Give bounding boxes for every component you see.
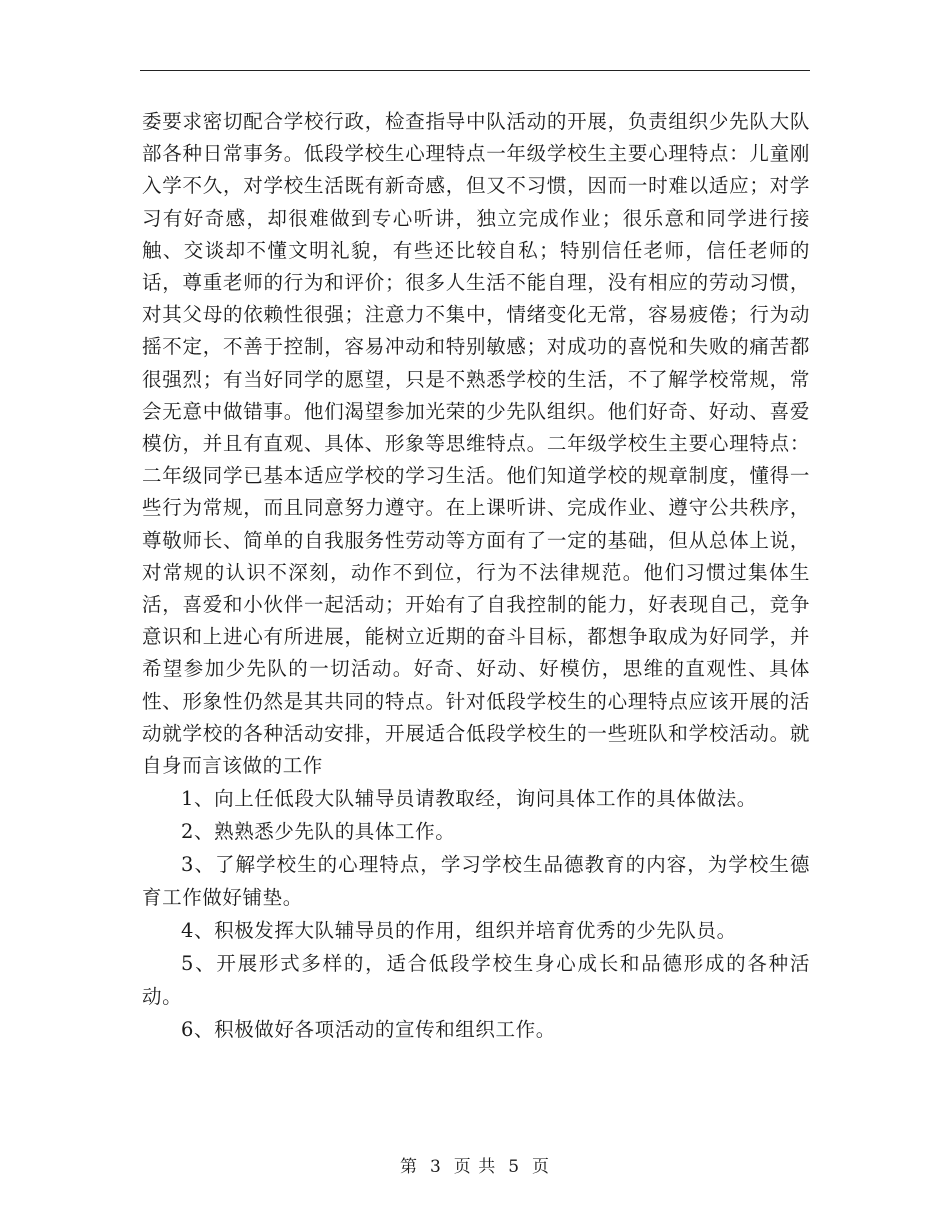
list-item: 4、积极发挥大队辅导员的作用，组织并培育优秀的少先队员。: [181, 919, 737, 943]
header-rule: [140, 70, 810, 71]
list-item: 1、向上任低段大队辅导员请教取经，询问具体工作的具体做法。: [181, 787, 757, 811]
footer-prefix: 第: [399, 1157, 418, 1177]
footer-suffix: 页: [532, 1157, 551, 1177]
page-content: [142, 106, 810, 1046]
footer-current-page: 3: [429, 1157, 442, 1177]
list-item: 3、了解学校生的心理特点，学习学校生品德教育的内容，为学校生德育工作做好铺垫。: [142, 853, 810, 910]
footer-middle: 页 共: [453, 1157, 497, 1177]
list-item: 5、开展形式多样的，适合低段学校生身心成长和品德形成的各种活动。: [142, 952, 810, 1009]
list-item: 2、熟熟悉少先队的具体工作。: [181, 820, 456, 844]
list-item: 6、积极做好各项活动的宣传和组织工作。: [181, 1018, 556, 1042]
body-paragraph: 委要求密切配合学校行政，检查指导中队活动的开展，负责组织少先队大队部各种日常事务。低段学校生心理特点一年级学校生主要心理特点：儿童刚入学不久，对学校生活既有新奇感，但又不习惯，因而一时难以适应；对学习有好奇感，却很难做到专心听讲，独立完成作业；很乐意和同学进行接触、交谈却不懂文明礼貌，有些还比较自私；特别信任老师，信任老师的话，尊重老师的行为和评价；很多人生活不能自理，没有相应的劳动习惯，对其父母的依赖性很强；注意力不集中，情绪变化无常，容易疲倦；行为动摇不定，不善于控制，容易冲动和特别敏感；对成功的喜悦和失败的痛苦都很强烈；有当好同学的愿望，只是不熟悉学校的生活，不了解学校常规，常会无意中做错事。他们渴望参加光荣的少先队组织。他们好奇、好动、喜爱模仿，并且有直观、具体、形象等思维特点。二年级学校生主要心理特点：二年级同学已基本适应学校的学习生活。他们知道学校的规章制度，懂得一些行为常规，而且同意努力遵守。在上课听讲、完成作业、遵守公共秩序，尊敬师长、简单的自我服务性劳动等方面有了一定的基础，但从总体上说，对常规的认识不深刻，动作不到位，行为不法律规范。他们习惯过集体生活，喜爱和小伙伴一起活动；开始有了自我控制的能力，好表现自己，竞争意识和上进心有所进展，能树立近期的奋斗目标，都想争取成为好同学，并希望参加少先队的一切活动。好奇、好动、好模仿，思维的直观性、具体性、形象性仍然是其共同的特点。针对低段学校生的心理特点应该开展的活动就学校的各种活动安排，开展适合低段学校生的一些班队和学校活动。就自身而言该做的工作: [142, 110, 810, 778]
page-footer: [0, 1152, 950, 1177]
footer-total-pages: 5: [508, 1157, 521, 1177]
